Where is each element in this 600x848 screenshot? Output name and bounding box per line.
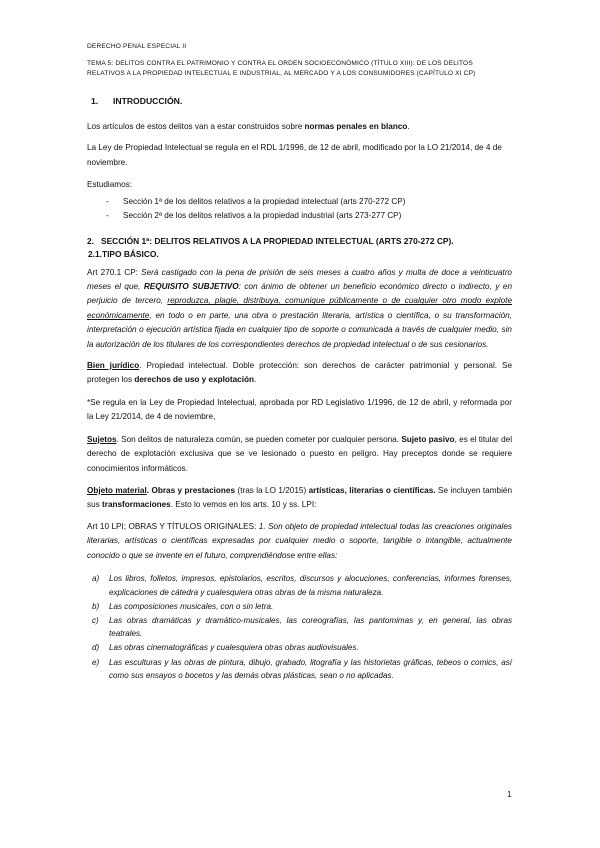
- section-number: 1.: [91, 96, 99, 106]
- page-number: 1: [507, 790, 512, 799]
- topic-header: TEMA 5: DELITOS CONTRA EL PATRIMONIO Y CONTRA EL ORDEN SOCIOECONÓMICO (TÍTULO XIII): DE LOS DELITOS RELATIVOS A LA PROPIEDAD INTELECTUAL E INDUSTRIAL, AL MERCADO Y A LOS CONSUMIDORES (CAPÍTULO XI CP): [87, 60, 476, 77]
- section-number: 2.: [87, 235, 94, 246]
- list-item: - Sección 2ª de los delitos relativos a la propiedad industrial (arts 273-277 CP): [106, 209, 512, 223]
- text: , es el titular del derecho de explotación exclusiva que se ve lesionado o puesto en peligro. Hay preceptos donde se requiere conocimientos informáticos.: [87, 434, 513, 473]
- bold-text: artísticas, literarias o científicas.: [308, 485, 436, 495]
- paragraph: [87, 120, 512, 134]
- bold-underlined-text: Objeto material: [87, 485, 147, 495]
- subsection-heading: 2.1.TIPO BÁSICO.: [88, 249, 159, 260]
- list-item: [92, 641, 512, 655]
- list-marker: c): [92, 615, 99, 625]
- paragraph: Estudiamos:: [87, 180, 133, 190]
- paragraph: La Ley de Propiedad Intelectual se regula en el RDL 1/1996, de 12 de abril, modificado por la LO 21/2014, de 4 de noviembre.: [87, 143, 502, 167]
- italic-text: Será castigado con la pena de prisión de seis meses a cuatro años y multa de doce a veinticuatro meses el que,: [87, 267, 512, 292]
- italic-text: 1. Son objeto de propiedad intelectual todas las creaciones originales literarias, artísticas o científicas expresadas por cualquier medio o soporte, tangible o intangible, actualmente conocido o que se invente en el futuro, comprendiéndose entre ellas:: [87, 521, 512, 560]
- objeto-material-paragraph: [87, 484, 512, 513]
- list-item: [92, 572, 512, 599]
- text: Se incluyen también sus: [87, 485, 513, 510]
- list-item: [92, 614, 512, 641]
- bold-text: . Obras y prestaciones: [146, 485, 236, 495]
- section-heading-introduccion: [91, 96, 512, 106]
- course-header: DERECHO PENAL ESPECIAL II: [87, 43, 187, 50]
- list-item: - Sección 1ª de los delitos relativos a la propiedad intelectual (arts 270-272 CP): [106, 195, 512, 209]
- text: (tras la LO 1/2015): [235, 485, 309, 495]
- text: . Esto lo vemos en los arts. 10 y ss. LPI:: [170, 500, 317, 510]
- section-title: INTRODUCCIÓN.: [113, 96, 183, 106]
- italic-text: : con ánimo de obtener un beneficio económico directo o indirecto, y en perjuicio de tercero,: [87, 282, 513, 306]
- text: Art 10 LPI; OBRAS Y TÍTULOS ORIGINALES:: [87, 521, 259, 531]
- works-list: [92, 572, 512, 683]
- bold-text: Sujeto pasivo: [401, 434, 455, 444]
- bold-text: derechos de uso y explotación: [134, 375, 255, 385]
- note-paragraph: *Se regula en la Ley de Propiedad Intelectual, aprobada por RD Legislativo 1/1996, de 12 de abril, y reformada por la Ley 21/2014, de 4 de noviembre,: [87, 397, 512, 422]
- list-item: [92, 656, 512, 683]
- list-item-text: Los libros, folletos, impresos, epistolarios, escritos, discursos y alocuciones, conferencias, informes forenses, explicaciones de cátedra y cualesquiera otras obras de la misma naturaleza.: [109, 573, 512, 597]
- text: . Propiedad intelectual. Doble protección: son derechos de carácter patrimonial y personal. Se protegen los: [87, 361, 512, 385]
- bold-italic-text: REQUISITO SUBJETIVO: [143, 282, 239, 292]
- study-list: [106, 195, 512, 223]
- sujetos-paragraph: [87, 433, 512, 476]
- list-item-text: Las obras cinematográficas y cualesquiera otras obras audiovisuales.: [109, 643, 359, 653]
- text: Los artículos de estos delitos van a estar construidos sobre: [87, 122, 305, 131]
- list-marker: a): [92, 573, 100, 583]
- text: .: [407, 122, 410, 131]
- list-marker: d): [92, 643, 100, 653]
- text: . Son delitos de naturaleza común, se pueden cometer por cualquier persona.: [116, 434, 402, 444]
- bold-text: transformaciones: [102, 500, 171, 510]
- italic-text: , en todo o en parte, una obra o prestación literaria, artística o científica, o su transformación, interpretación o ejecución artística fijada en cualquier tipo de soporte o comunicada a través de cualquier medio, sin la autorización de los titulares de los correspondientes derechos de propiedad intelectual o de sus cesionarios.: [87, 310, 512, 349]
- list-item: [92, 600, 512, 614]
- list-marker: b): [92, 601, 100, 611]
- article-10-lpi-paragraph: [87, 520, 512, 563]
- text: Art 270.1 CP:: [87, 267, 142, 277]
- bold-underlined-text: Bien jurídico: [87, 361, 140, 371]
- underlined-text: reproduzca, plagie, distribuya, comunique públicamente o de cualquier otro modo explote económicamente: [87, 296, 512, 320]
- article-270-paragraph: [87, 266, 512, 352]
- list-item-text: Las obras dramáticas y dramático-musicales, las coreografías, las pantomimas y, en general, las obras teatrales.: [109, 615, 512, 639]
- list-item-text: Las composiciones musicales, con o sin letra.: [109, 601, 274, 611]
- list-item-text: Las esculturas y las obras de pintura, dibujo, grabado, litografía y las historietas gráficas, tebeos o comics, así como sus ensayos o bocetos y las demás obras plásticas, sean o no aplicadas.: [109, 657, 512, 681]
- bold-text: normas penales en blanco: [304, 122, 408, 131]
- section-title: SECCIÓN 1ª: DELITOS RELATIVOS A LA PROPIEDAD INTELECTUAL (ARTS 270-272 CP).: [101, 235, 454, 246]
- section-heading-seccion-1: [87, 235, 512, 249]
- bien-juridico-paragraph: [87, 359, 512, 388]
- list-marker: e): [92, 657, 100, 667]
- text: .: [254, 375, 257, 385]
- bold-underlined-text: Sujetos: [87, 434, 117, 444]
